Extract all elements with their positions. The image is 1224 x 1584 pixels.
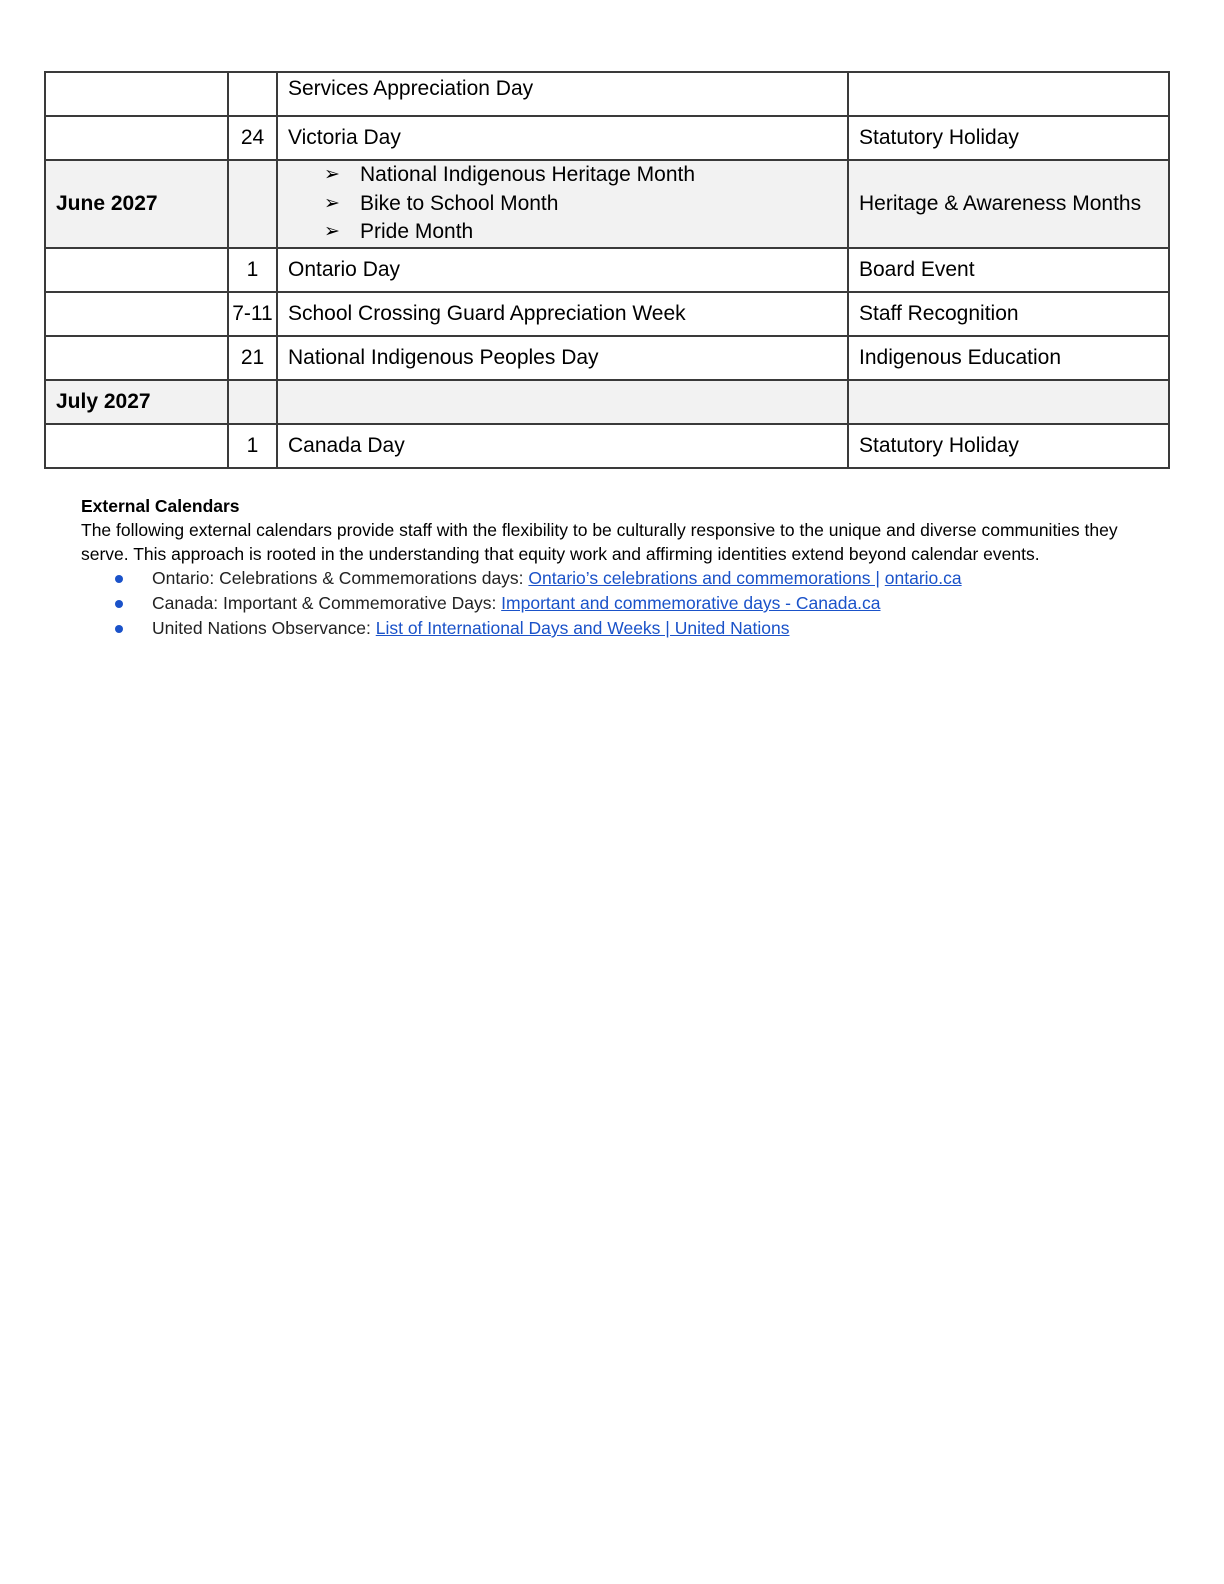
- month-cell: June 2027: [45, 160, 228, 248]
- table-row: [45, 336, 1169, 380]
- table-row: [45, 160, 1169, 248]
- bullet-text: Pride Month: [360, 220, 474, 244]
- table-row: [45, 116, 1169, 160]
- day-cell: [228, 380, 277, 424]
- list-item: [81, 616, 1141, 641]
- bullet-dot-icon: [115, 625, 123, 633]
- event-cell: Ontario Day: [277, 248, 848, 292]
- category-cell: Statutory Holiday: [848, 116, 1169, 160]
- month-cell: [45, 424, 228, 468]
- category-cell: [848, 380, 1169, 424]
- bullet-text: Bike to School Month: [360, 191, 559, 215]
- event-cell: Canada Day: [277, 424, 848, 468]
- day-cell: 1: [228, 424, 277, 468]
- category-cell: Indigenous Education: [848, 336, 1169, 380]
- event-cell: School Crossing Guard Appreciation Week: [277, 292, 848, 336]
- month-cell: July 2027: [45, 380, 228, 424]
- month-cell: [45, 292, 228, 336]
- link-label: Canada: Important & Commemorative Days:: [152, 593, 502, 613]
- canada-commemorative-days-link[interactable]: Important and commemorative days - Canada.ca: [501, 593, 881, 613]
- category-cell: Statutory Holiday: [848, 424, 1169, 468]
- table-row: [45, 292, 1169, 336]
- external-calendars-section: [81, 494, 1141, 641]
- list-item: [324, 190, 837, 219]
- day-cell: 7-11: [228, 292, 277, 336]
- bullet-text: National Indigenous Heritage Month: [360, 163, 696, 187]
- ontario-celebrations-link[interactable]: Ontario’s celebrations and commemorations |: [528, 568, 880, 588]
- bullet-dot-icon: [115, 600, 123, 608]
- day-cell: [228, 160, 277, 248]
- category-cell: Heritage & Awareness Months: [848, 160, 1169, 248]
- month-cell: [45, 336, 228, 380]
- category-cell: Board Event: [848, 248, 1169, 292]
- day-cell: 24: [228, 116, 277, 160]
- arrowhead-bullet-icon: ➢: [324, 164, 340, 186]
- event-cell: Victoria Day: [277, 116, 848, 160]
- external-links-list: [81, 566, 1141, 641]
- month-cell: [45, 72, 228, 116]
- table-row: [45, 380, 1169, 424]
- table-row: [45, 424, 1169, 468]
- link-label: United Nations Observance:: [152, 618, 376, 638]
- category-cell: Staff Recognition: [848, 292, 1169, 336]
- event-cell: [277, 160, 848, 248]
- ontario-ca-link[interactable]: ontario.ca: [884, 568, 962, 588]
- event-cell: [277, 380, 848, 424]
- category-cell: [848, 72, 1169, 116]
- table-row: [45, 248, 1169, 292]
- event-cell: National Indigenous Peoples Day: [277, 336, 848, 380]
- event-cell: Services Appreciation Day: [277, 72, 848, 116]
- bullet-dot-icon: [115, 575, 123, 583]
- link-label: Ontario: Celebrations & Commemorations days:: [152, 568, 529, 588]
- month-cell: [45, 116, 228, 160]
- event-bullet-list: [288, 161, 837, 247]
- list-item: [324, 218, 837, 247]
- arrowhead-bullet-icon: ➢: [324, 192, 340, 214]
- day-cell: [228, 72, 277, 116]
- day-cell: 1: [228, 248, 277, 292]
- arrowhead-bullet-icon: ➢: [324, 221, 340, 243]
- day-cell: 21: [228, 336, 277, 380]
- list-item: [81, 566, 1141, 591]
- table-row: [45, 72, 1169, 116]
- month-cell: [45, 248, 228, 292]
- calendar-table: [44, 71, 1170, 469]
- un-international-days-link[interactable]: List of International Days and Weeks | United Nations: [375, 618, 790, 638]
- section-paragraph: The following external calendars provide staff with the flexibility to be culturally responsive to the unique and diverse communities they serve. This approach is rooted in the understanding that equity work and affirming identities extend beyond calendar events.: [81, 520, 1118, 564]
- list-item: [81, 591, 1141, 616]
- section-heading: External Calendars: [81, 496, 240, 516]
- list-item: [324, 161, 837, 190]
